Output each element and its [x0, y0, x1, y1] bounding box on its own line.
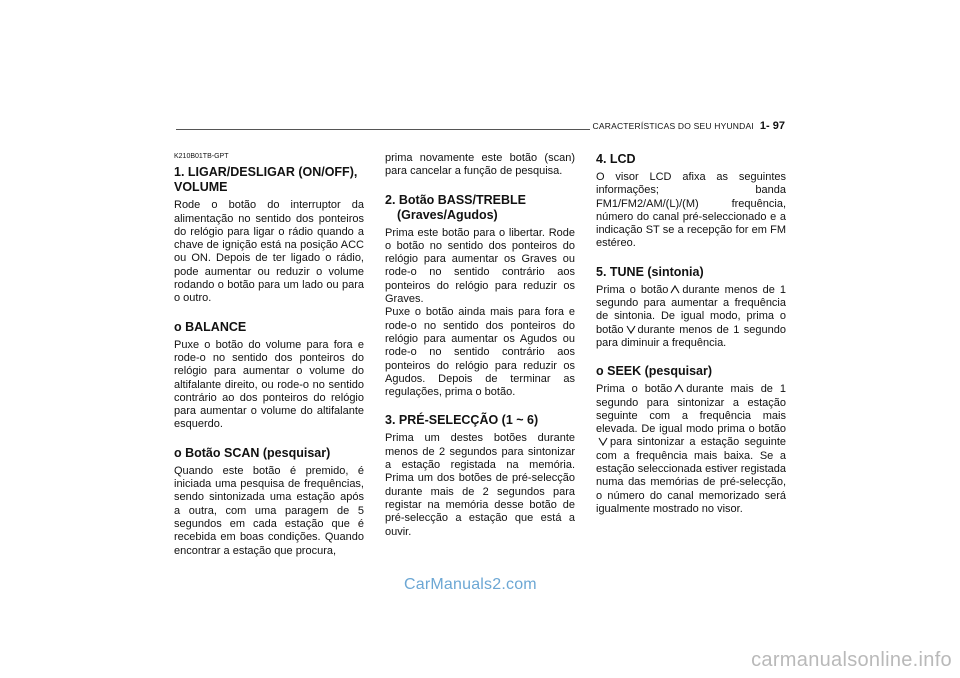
paragraph-bass: Prima este botão para o libertar. Rode o botão no sentido dos ponteiros do relógio para aumentar os Graves ou rode-o no sentido contrário aos ponteiros do relógio para reduzir os Graves.	[385, 226, 575, 306]
chevron-up-icon	[670, 285, 680, 294]
paragraph-scan-cont: prima novamente este botão (scan) para cancelar a função de pesquisa.	[385, 152, 575, 178]
chevron-up-icon	[674, 384, 684, 393]
chevron-down-icon	[598, 437, 608, 446]
heading-lcd: 4. LCD	[596, 152, 636, 166]
paragraph-preset: Prima um destes botões durante menos de 2 segundos para sintonizar a estação registada na memória. Prima um dos botões de pré-selecção durante mais de 2 segundos para registar na memória desse botão de pré-selecção a estação que está a ouvir.	[385, 432, 575, 538]
paragraph-treble: Puxe o botão ainda mais para fora e rode-o no sentido dos ponteiros do relógio para aumentar os Agudos ou rode-o no sentido contrário aos ponteiros do relógio para reduzir os Agudos. Depois de terminar as regulações, prima o botão.	[385, 306, 575, 399]
column-3	[596, 152, 786, 530]
paragraph-lcd: O visor LCD afixa as seguintes informações; banda FM1/FM2/AM/(L)/(M) frequência, número do canal pré-seleccionado e a indicação ST se a recepção for em FM estéreo.	[596, 171, 786, 250]
paragraph-seek	[596, 383, 786, 516]
paragraph-power-volume: Rode o botão do interruptor da alimentação no sentido dos ponteiros do relógio para ligar o rádio quando a chave de ignição está na posição ACC ou ON. Depois de ter ligado o rádio, pode aumentar ou reduzir o volume rodando o botão para um lado ou para o outro.	[174, 199, 364, 305]
heading-balance: o BALANCE	[174, 319, 247, 334]
seek-text-b: durante mais de 1 segundo para sintonizar a estação seguinte com a frequência mais elevada. De igual modo prima o botão	[596, 383, 786, 436]
page-header	[593, 120, 785, 132]
tune-text-b: durante menos de 1 segundo para aumentar a frequência de sintonia. De igual modo, prima o botão	[596, 283, 786, 336]
paragraph-tune	[596, 284, 786, 350]
tune-text-c: durante menos de 1 segundo para diminuir a frequência.	[596, 323, 786, 349]
heading-scan: o Botão SCAN (pesquisar)	[174, 445, 331, 460]
chevron-down-icon	[626, 325, 636, 334]
heading-seek: o SEEK (pesquisar)	[596, 364, 712, 379]
paragraph-scan: Quando este botão é premido, é iniciada uma pesquisa de frequências, sendo sintonizada uma estação após a outra, com uma paragem de 5 segundos em cada estação que é recebida em boas condições. Quando encontrar a estação que procura,	[174, 464, 364, 557]
watermark-carmanuals2[interactable]: CarManuals2.com	[404, 576, 537, 593]
seek-text-c: para sintonizar a estação seguinte com a frequência mais baixa. Se a estação seleccionada estiver registada numa das memórias de pré-selecção, o número do canal memorizado será igualmente mostrado no visor.	[596, 436, 786, 515]
heading-preset: 3. PRÉ-SELECÇÃO (1 ~ 6)	[385, 413, 539, 428]
seek-text-a: Prima o botão	[596, 383, 673, 396]
paragraph-balance: Puxe o botão do volume para fora e rode-o no sentido dos ponteiros do relógio para aumentar o volume do altifalante direito, ou rode-o no sentido contrário ao dos ponteiros do relógio para aumentar o volume do altifalante esquerdo.	[174, 338, 364, 431]
watermark-carmanualsonline[interactable]: carmanualsonline.info	[751, 649, 952, 671]
column-1	[174, 150, 364, 572]
heading-power-volume: 1. LIGAR/DESLIGAR (ON/OFF), VOLUME	[174, 165, 358, 195]
heading-tune: 5. TUNE (sintonia)	[596, 264, 704, 279]
doc-code: K210B01TB-GPT	[174, 153, 229, 160]
page-number: 1- 97	[759, 120, 785, 132]
section-title: CARACTERÍSTICAS DO SEU HYUNDAI	[592, 121, 754, 131]
header-rule	[176, 129, 590, 130]
column-2	[385, 152, 575, 553]
tune-text-a: Prima o botão	[596, 283, 669, 296]
heading-bass-treble: 2. Botão BASS/TREBLE (Graves/Agudos)	[385, 192, 526, 222]
